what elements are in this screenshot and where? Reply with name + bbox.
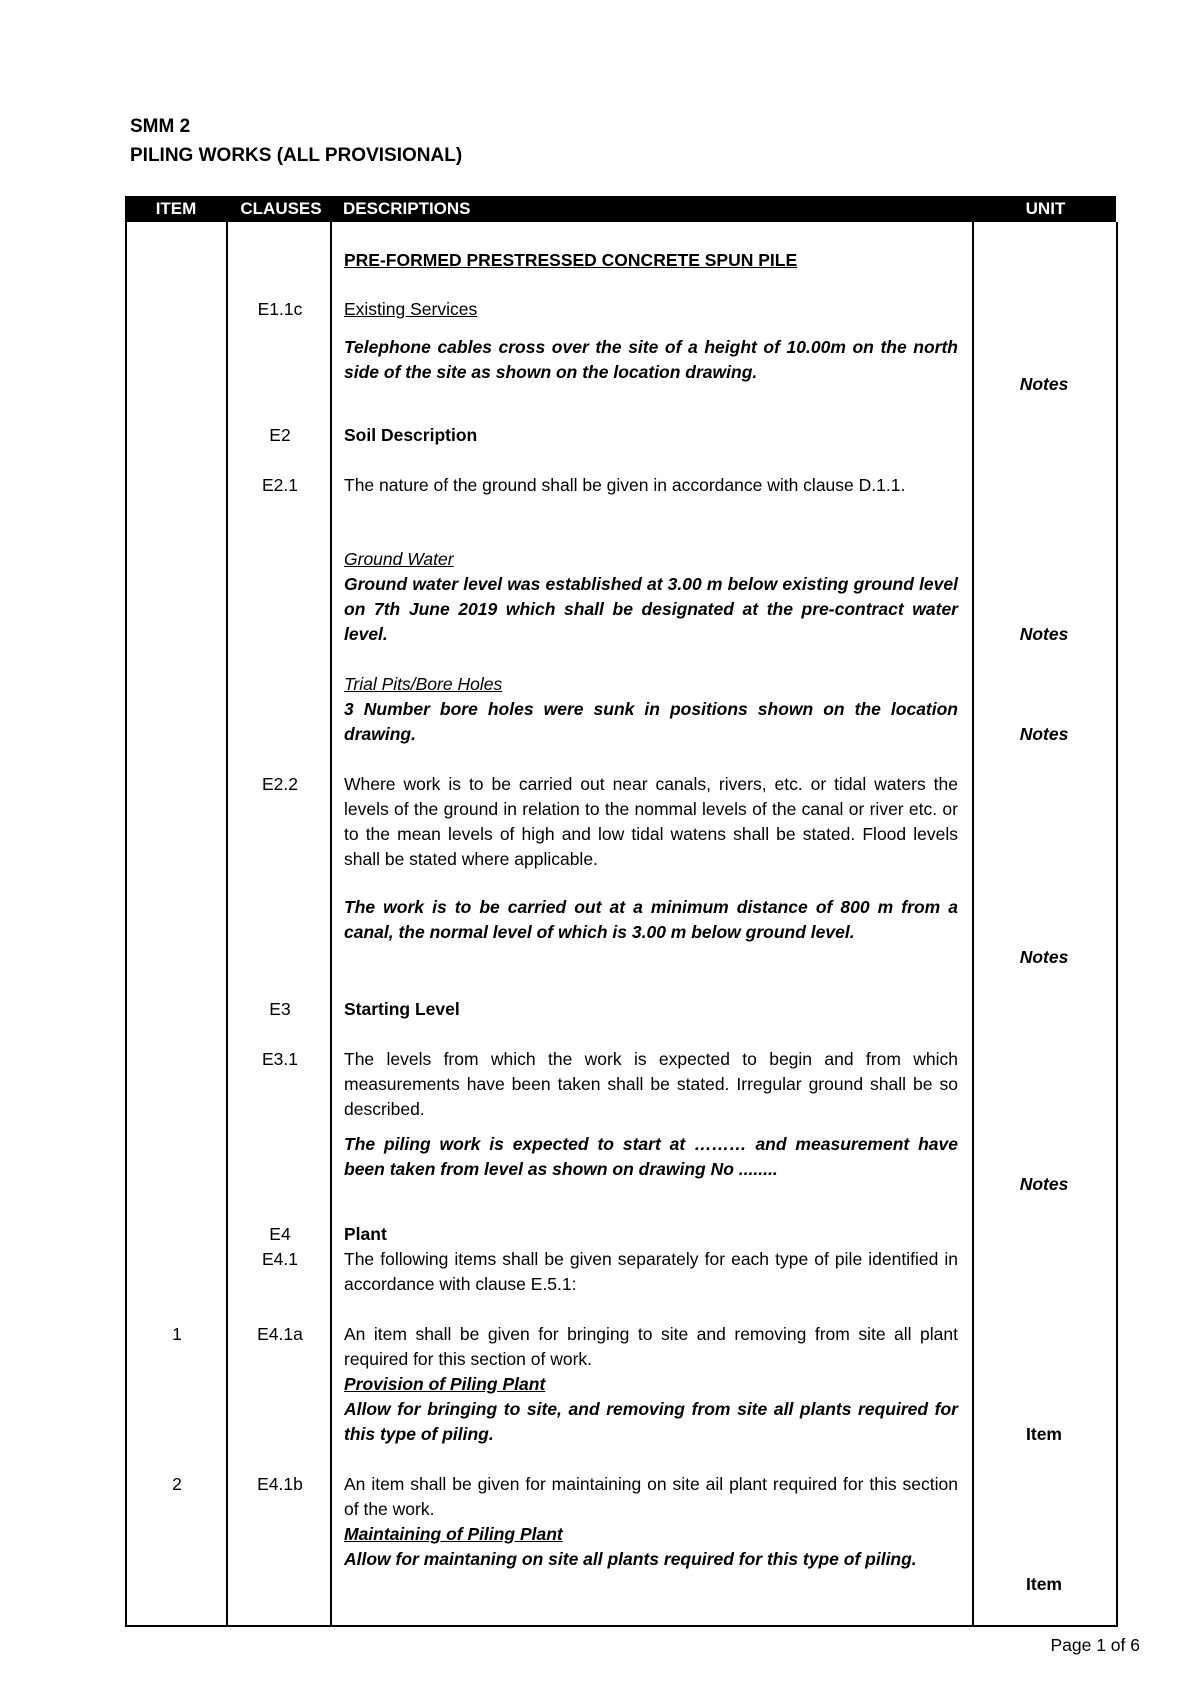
section-title: PRE-FORMED PRESTRESSED CONCRETE SPUN PILE [344, 250, 798, 270]
trial-pits-title: Trial Pits/Bore Holes [344, 674, 503, 694]
table-header [125, 196, 1116, 222]
clause-e4-1a: E4.1a [257, 1324, 303, 1344]
canal-distance-note: The work is to be carried out at a minimum distance of 800 m from a canal, the normal level of which is 3.00 m below ground level. [344, 897, 958, 942]
item-number: 2 [172, 1474, 182, 1494]
unit-notes: Notes [1019, 374, 1069, 394]
clause-e3: E3 [269, 999, 291, 1019]
clause-e4-1-text: The following items shall be given separately for each type of pile identified in accordance with clause E.5.1: [344, 1249, 958, 1294]
clause-e2-1-text: The nature of the ground shall be given in accordance with clause D.1.1. [344, 475, 906, 495]
ground-water-note: Ground water level was established at 3.00 m below existing ground level on 7th June 2019 which shall be designated at the pre-contract water level. [344, 574, 958, 644]
existing-services-title: Existing Services [344, 299, 478, 319]
maintaining-of-piling-plant-note: Allow for maintaning on site all plants required for this type of piling. [344, 1549, 917, 1569]
clause-e3-1: E3.1 [262, 1049, 298, 1069]
column-divider [972, 222, 974, 1625]
unit-notes: Notes [1019, 624, 1069, 644]
page-number: Page 1 of 6 [1050, 1635, 1140, 1655]
column-header-item: ITEM [155, 199, 197, 218]
clause-e1-1c: E1.1c [257, 299, 303, 319]
column-header-unit: UNIT [1025, 199, 1066, 218]
maintaining-of-piling-plant-title: Maintaining of Piling Plant [344, 1524, 563, 1544]
clause-e2-1: E2.1 [262, 475, 298, 495]
clause-e4-1b: E4.1b [257, 1474, 303, 1494]
document-title: PILING WORKS (ALL PROVISIONAL) [130, 145, 463, 166]
item-number: 1 [172, 1324, 182, 1344]
document-code: SMM 2 [130, 116, 191, 137]
clause-e2: E2 [269, 425, 291, 445]
clause-e2-2-text: Where work is to be carried out near canals, rivers, etc. or tidal waters the levels of the ground in relation to the nommal levels of the canal or river etc. or to the mean levels of high and low tidal watens shall be stated. Flood levels shall be stated where applicable. [344, 774, 958, 869]
clause-e4-1a-text: An item shall be given for bringing to site and removing from site all plant required for this section of work. [344, 1324, 958, 1369]
plant-title: Plant [344, 1224, 387, 1244]
soil-description-title: Soil Description [344, 425, 478, 445]
ground-water-title: Ground Water [344, 549, 454, 569]
provision-of-piling-plant-title: Provision of Piling Plant [344, 1374, 546, 1394]
clause-e4-1: E4.1 [262, 1249, 298, 1269]
column-header-descriptions: DESCRIPTIONS [343, 199, 471, 218]
clause-e3-1-text: The levels from which the work is expected to begin and from which measurements have been taken shall be stated. Irregular ground shall be so described. [344, 1049, 958, 1119]
column-header-clauses: CLAUSES [240, 199, 322, 218]
unit-item: Item [1026, 1574, 1062, 1594]
unit-item: Item [1026, 1424, 1062, 1444]
trial-pits-note: 3 Number bore holes were sunk in positions shown on the location drawing. [344, 699, 958, 744]
clause-e4: E4 [269, 1224, 291, 1244]
unit-notes: Notes [1019, 947, 1069, 967]
clause-e2-2: E2.2 [262, 774, 298, 794]
unit-notes: Notes [1019, 1174, 1069, 1194]
clause-e4-1b-text: An item shall be given for maintaining on site ail plant required for this section of the work. [344, 1474, 958, 1519]
starting-level-note: The piling work is expected to start at ……… and measurement have been taken from level as shown on drawing No ........ [344, 1134, 958, 1179]
provision-of-piling-plant-note: Allow for bringing to site, and removing from site all plants required for this type of piling. [344, 1399, 958, 1444]
unit-notes: Notes [1019, 724, 1069, 744]
starting-level-title: Starting Level [344, 999, 460, 1019]
existing-services-note: Telephone cables cross over the site of a height of 10.00m on the north side of the site as shown on the location drawing. [344, 337, 958, 382]
